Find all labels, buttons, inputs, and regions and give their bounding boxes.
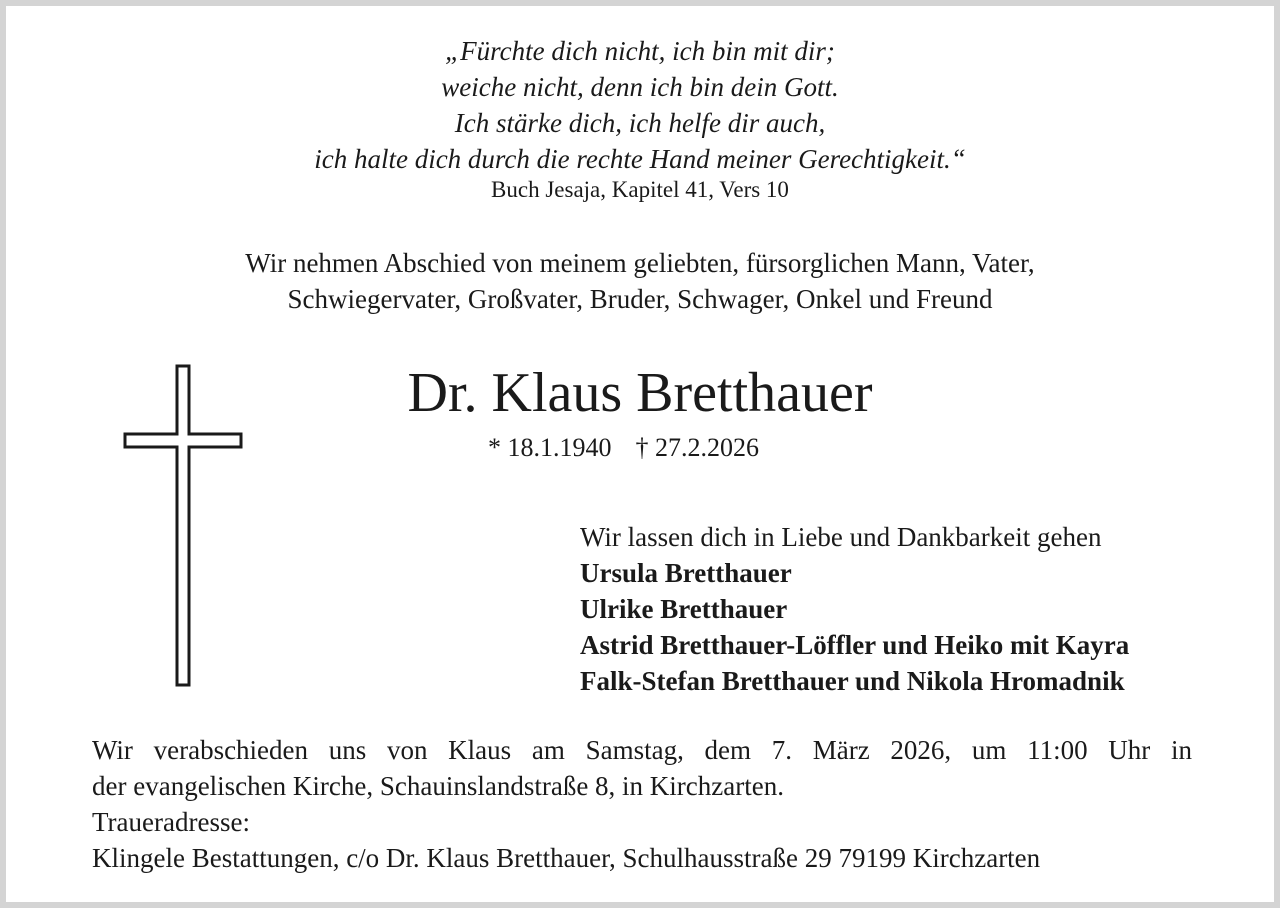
verse-line: ich halte dich durch die rechte Hand meiner Gerechtigkeit.“ <box>314 144 966 174</box>
farewell-intro <box>0 245 1280 317</box>
service-line: der evangelischen Kirche, Schauinslandstraße 8, in Kirchzarten. <box>92 771 784 801</box>
verse-line: Ich stärke dich, ich helfe dir auch, <box>454 108 826 138</box>
birth-date: * 18.1.1940 <box>488 433 612 462</box>
service-info <box>92 732 1192 876</box>
latin-cross-icon <box>122 364 244 688</box>
verse-line: „Fürchte dich nicht, ich bin mit dir; <box>445 36 835 66</box>
life-dates <box>488 433 759 463</box>
family-member: Ulrike Bretthauer <box>580 594 788 624</box>
family-intro: Wir lassen dich in Liebe und Dankbarkeit gehen <box>580 522 1102 552</box>
family-member: Astrid Bretthauer-Löffler und Heiko mit Kayra <box>580 630 1130 660</box>
death-date: † 27.2.2026 <box>635 433 759 462</box>
verse-source: Buch Jesaja, Kapitel 41, Vers 10 <box>491 177 789 202</box>
intro-line: Wir nehmen Abschied von meinem geliebten, fürsorglichen Mann, Vater, <box>245 248 1035 278</box>
verse-line: weiche nicht, denn ich bin dein Gott. <box>441 72 839 102</box>
bible-verse <box>0 33 1280 177</box>
family-signatures <box>580 519 1129 699</box>
family-member: Ursula Bretthauer <box>580 558 792 588</box>
deceased-name: Dr. Klaus Bretthauer <box>407 362 873 424</box>
mourning-address: Klingele Bestattungen, c/o Dr. Klaus Bretthauer, Schulhausstraße 29 79199 Kirchzarten <box>92 843 1041 873</box>
address-label: Traueradresse: <box>92 807 250 837</box>
intro-line: Schwiegervater, Großvater, Bruder, Schwager, Onkel und Freund <box>287 284 993 314</box>
family-member: Falk-Stefan Bretthauer und Nikola Hromadnik <box>580 666 1125 696</box>
service-line: Wir verabschieden uns von Klaus am Samstag, dem 7. März 2026, um 11:00 Uhr in <box>92 735 1192 765</box>
